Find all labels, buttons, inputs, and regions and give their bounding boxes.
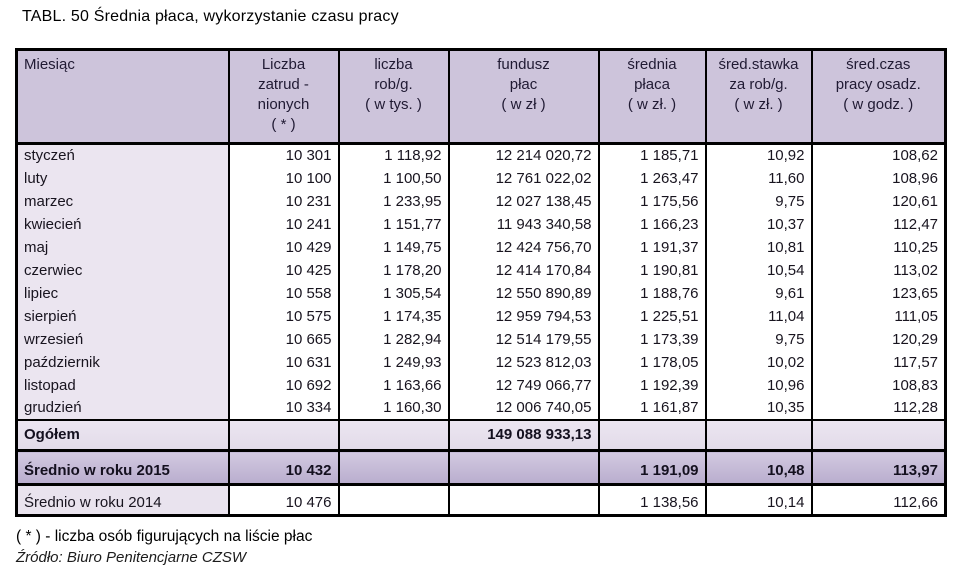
value-cell: 10 631 bbox=[229, 351, 339, 374]
value-cell: 10 301 bbox=[229, 144, 339, 167]
month-cell: kwiecień bbox=[17, 213, 229, 236]
table-row bbox=[17, 305, 946, 328]
value-cell: 9,75 bbox=[706, 328, 812, 351]
value-cell: 113,97 bbox=[812, 451, 946, 485]
value-cell: 12 749 066,77 bbox=[449, 374, 599, 397]
value-cell: 1 166,23 bbox=[599, 213, 706, 236]
table-row bbox=[17, 351, 946, 374]
value-cell: 117,57 bbox=[812, 351, 946, 374]
table-title: TABL. 50 Średnia płaca, wykorzystanie czasu pracy bbox=[22, 8, 399, 25]
month-cell: grudzień bbox=[17, 397, 229, 420]
value-cell bbox=[812, 420, 946, 451]
value-cell: 10 432 bbox=[229, 451, 339, 485]
summary-row bbox=[17, 420, 946, 451]
header-line: liczba bbox=[374, 56, 413, 73]
value-cell bbox=[449, 485, 599, 516]
column-header-srednia-placa bbox=[599, 50, 706, 144]
source-note: Źródło: Biuro Penitencjarne CZSW bbox=[16, 549, 247, 566]
table-row bbox=[17, 190, 946, 213]
value-cell: 10,14 bbox=[706, 485, 812, 516]
table-row bbox=[17, 236, 946, 259]
header-line: ( * ) bbox=[271, 116, 296, 133]
header-line: ( w zł ) bbox=[501, 96, 546, 113]
month-cell: maj bbox=[17, 236, 229, 259]
value-cell: 112,28 bbox=[812, 397, 946, 420]
value-cell: 10,96 bbox=[706, 374, 812, 397]
value-cell bbox=[339, 420, 449, 451]
column-header-liczba-robg bbox=[339, 50, 449, 144]
summary-row bbox=[17, 485, 946, 516]
value-cell: 1 191,37 bbox=[599, 236, 706, 259]
value-cell: 112,66 bbox=[812, 485, 946, 516]
value-cell: 1 190,81 bbox=[599, 259, 706, 282]
value-cell bbox=[229, 420, 339, 451]
value-cell: 10,54 bbox=[706, 259, 812, 282]
month-cell: listopad bbox=[17, 374, 229, 397]
value-cell: 10,81 bbox=[706, 236, 812, 259]
value-cell: 112,47 bbox=[812, 213, 946, 236]
value-cell bbox=[449, 451, 599, 485]
value-cell: 12 514 179,55 bbox=[449, 328, 599, 351]
value-cell: 10 575 bbox=[229, 305, 339, 328]
value-cell: 10 692 bbox=[229, 374, 339, 397]
header-line: średnia bbox=[627, 56, 677, 73]
value-cell: 1 225,51 bbox=[599, 305, 706, 328]
summary-label-cell: Średnio w roku 2015 bbox=[17, 451, 229, 485]
value-cell: 12 414 170,84 bbox=[449, 259, 599, 282]
header-line: ( w zł. ) bbox=[627, 96, 677, 113]
column-header-miesiac bbox=[17, 50, 229, 144]
value-cell: 1 185,71 bbox=[599, 144, 706, 167]
value-cell: 10 425 bbox=[229, 259, 339, 282]
value-cell: 113,02 bbox=[812, 259, 946, 282]
header-line: nionych bbox=[257, 96, 310, 113]
header-line: za rob/g. bbox=[729, 76, 788, 93]
month-cell: wrzesień bbox=[17, 328, 229, 351]
column-header-fundusz-plac bbox=[449, 50, 599, 144]
header-line: Miesiąc bbox=[24, 56, 75, 73]
value-cell: 9,75 bbox=[706, 190, 812, 213]
value-cell bbox=[706, 420, 812, 451]
value-cell: 10,35 bbox=[706, 397, 812, 420]
value-cell: 108,62 bbox=[812, 144, 946, 167]
column-header-sred-stawka bbox=[706, 50, 812, 144]
value-cell: 11,60 bbox=[706, 167, 812, 190]
month-cell: sierpień bbox=[17, 305, 229, 328]
value-cell: 1 305,54 bbox=[339, 282, 449, 305]
value-cell: 1 149,75 bbox=[339, 236, 449, 259]
value-cell: 10,48 bbox=[706, 451, 812, 485]
value-cell: 120,29 bbox=[812, 328, 946, 351]
value-cell: 10 241 bbox=[229, 213, 339, 236]
value-cell: 1 191,09 bbox=[599, 451, 706, 485]
month-cell: marzec bbox=[17, 190, 229, 213]
header-line: płac bbox=[509, 76, 538, 93]
value-cell: 1 178,20 bbox=[339, 259, 449, 282]
value-cell: 10 231 bbox=[229, 190, 339, 213]
month-cell: czerwiec bbox=[17, 259, 229, 282]
value-cell: 12 424 756,70 bbox=[449, 236, 599, 259]
value-cell: 12 027 138,45 bbox=[449, 190, 599, 213]
value-cell: 1 175,56 bbox=[599, 190, 706, 213]
month-cell: luty bbox=[17, 167, 229, 190]
value-cell: 1 173,39 bbox=[599, 328, 706, 351]
header-line: śred.czas bbox=[846, 56, 911, 73]
summary-label-cell: Ogółem bbox=[17, 420, 229, 451]
value-cell: 1 178,05 bbox=[599, 351, 706, 374]
table-row bbox=[17, 397, 946, 420]
footnote: ( * ) - liczba osób figurujących na liście płac bbox=[16, 528, 313, 545]
header-line: Liczba bbox=[261, 56, 306, 73]
value-cell: 110,25 bbox=[812, 236, 946, 259]
month-cell: lipiec bbox=[17, 282, 229, 305]
value-cell: 10,37 bbox=[706, 213, 812, 236]
value-cell bbox=[599, 420, 706, 451]
header-line: płaca bbox=[634, 76, 670, 93]
summary-row bbox=[17, 451, 946, 485]
table-row bbox=[17, 374, 946, 397]
value-cell: 10,92 bbox=[706, 144, 812, 167]
value-cell: 12 006 740,05 bbox=[449, 397, 599, 420]
column-header-liczba-zatrudnionych bbox=[229, 50, 339, 144]
value-cell: 1 263,47 bbox=[599, 167, 706, 190]
value-cell: 1 138,56 bbox=[599, 485, 706, 516]
value-cell: 1 188,76 bbox=[599, 282, 706, 305]
header-line: ( w godz. ) bbox=[843, 96, 914, 113]
header-line: pracy osadz. bbox=[835, 76, 921, 93]
value-cell: 11,04 bbox=[706, 305, 812, 328]
table-row bbox=[17, 144, 946, 167]
header-line: śred.stawka bbox=[718, 56, 799, 73]
value-cell: 12 761 022,02 bbox=[449, 167, 599, 190]
value-cell: 12 959 794,53 bbox=[449, 305, 599, 328]
header-line: zatrud - bbox=[258, 76, 309, 93]
value-cell: 10,02 bbox=[706, 351, 812, 374]
value-cell: 9,61 bbox=[706, 282, 812, 305]
value-cell: 1 100,50 bbox=[339, 167, 449, 190]
value-cell: 10 665 bbox=[229, 328, 339, 351]
month-cell: styczeń bbox=[17, 144, 229, 167]
value-cell: 149 088 933,13 bbox=[449, 420, 599, 451]
value-cell: 1 192,39 bbox=[599, 374, 706, 397]
salary-table bbox=[15, 48, 947, 517]
value-cell: 10 476 bbox=[229, 485, 339, 516]
value-cell bbox=[339, 485, 449, 516]
value-cell: 1 118,92 bbox=[339, 144, 449, 167]
value-cell: 10 429 bbox=[229, 236, 339, 259]
table-row bbox=[17, 328, 946, 351]
value-cell: 108,83 bbox=[812, 374, 946, 397]
value-cell: 10 334 bbox=[229, 397, 339, 420]
month-cell: październik bbox=[17, 351, 229, 374]
table-row bbox=[17, 282, 946, 305]
value-cell: 12 214 020,72 bbox=[449, 144, 599, 167]
value-cell: 120,61 bbox=[812, 190, 946, 213]
header-line: rob/g. bbox=[374, 76, 413, 93]
value-cell: 12 550 890,89 bbox=[449, 282, 599, 305]
value-cell: 1 249,93 bbox=[339, 351, 449, 374]
value-cell: 108,96 bbox=[812, 167, 946, 190]
value-cell: 1 233,95 bbox=[339, 190, 449, 213]
table-row bbox=[17, 259, 946, 282]
value-cell: 123,65 bbox=[812, 282, 946, 305]
summary-label-cell: Średnio w roku 2014 bbox=[17, 485, 229, 516]
value-cell: 10 100 bbox=[229, 167, 339, 190]
header-line: fundusz bbox=[497, 56, 550, 73]
value-cell: 1 161,87 bbox=[599, 397, 706, 420]
value-cell bbox=[339, 451, 449, 485]
table-row bbox=[17, 167, 946, 190]
column-header-sred-czas bbox=[812, 50, 946, 144]
table-header bbox=[17, 50, 946, 144]
value-cell: 1 151,77 bbox=[339, 213, 449, 236]
header-line: ( w zł. ) bbox=[734, 96, 783, 113]
value-cell: 11 943 340,58 bbox=[449, 213, 599, 236]
header-line: ( w tys. ) bbox=[365, 96, 422, 113]
value-cell: 111,05 bbox=[812, 305, 946, 328]
value-cell: 1 174,35 bbox=[339, 305, 449, 328]
table-row bbox=[17, 213, 946, 236]
value-cell: 10 558 bbox=[229, 282, 339, 305]
value-cell: 1 160,30 bbox=[339, 397, 449, 420]
table-body bbox=[17, 144, 946, 516]
header-row bbox=[17, 50, 946, 144]
value-cell: 12 523 812,03 bbox=[449, 351, 599, 374]
value-cell: 1 163,66 bbox=[339, 374, 449, 397]
value-cell: 1 282,94 bbox=[339, 328, 449, 351]
